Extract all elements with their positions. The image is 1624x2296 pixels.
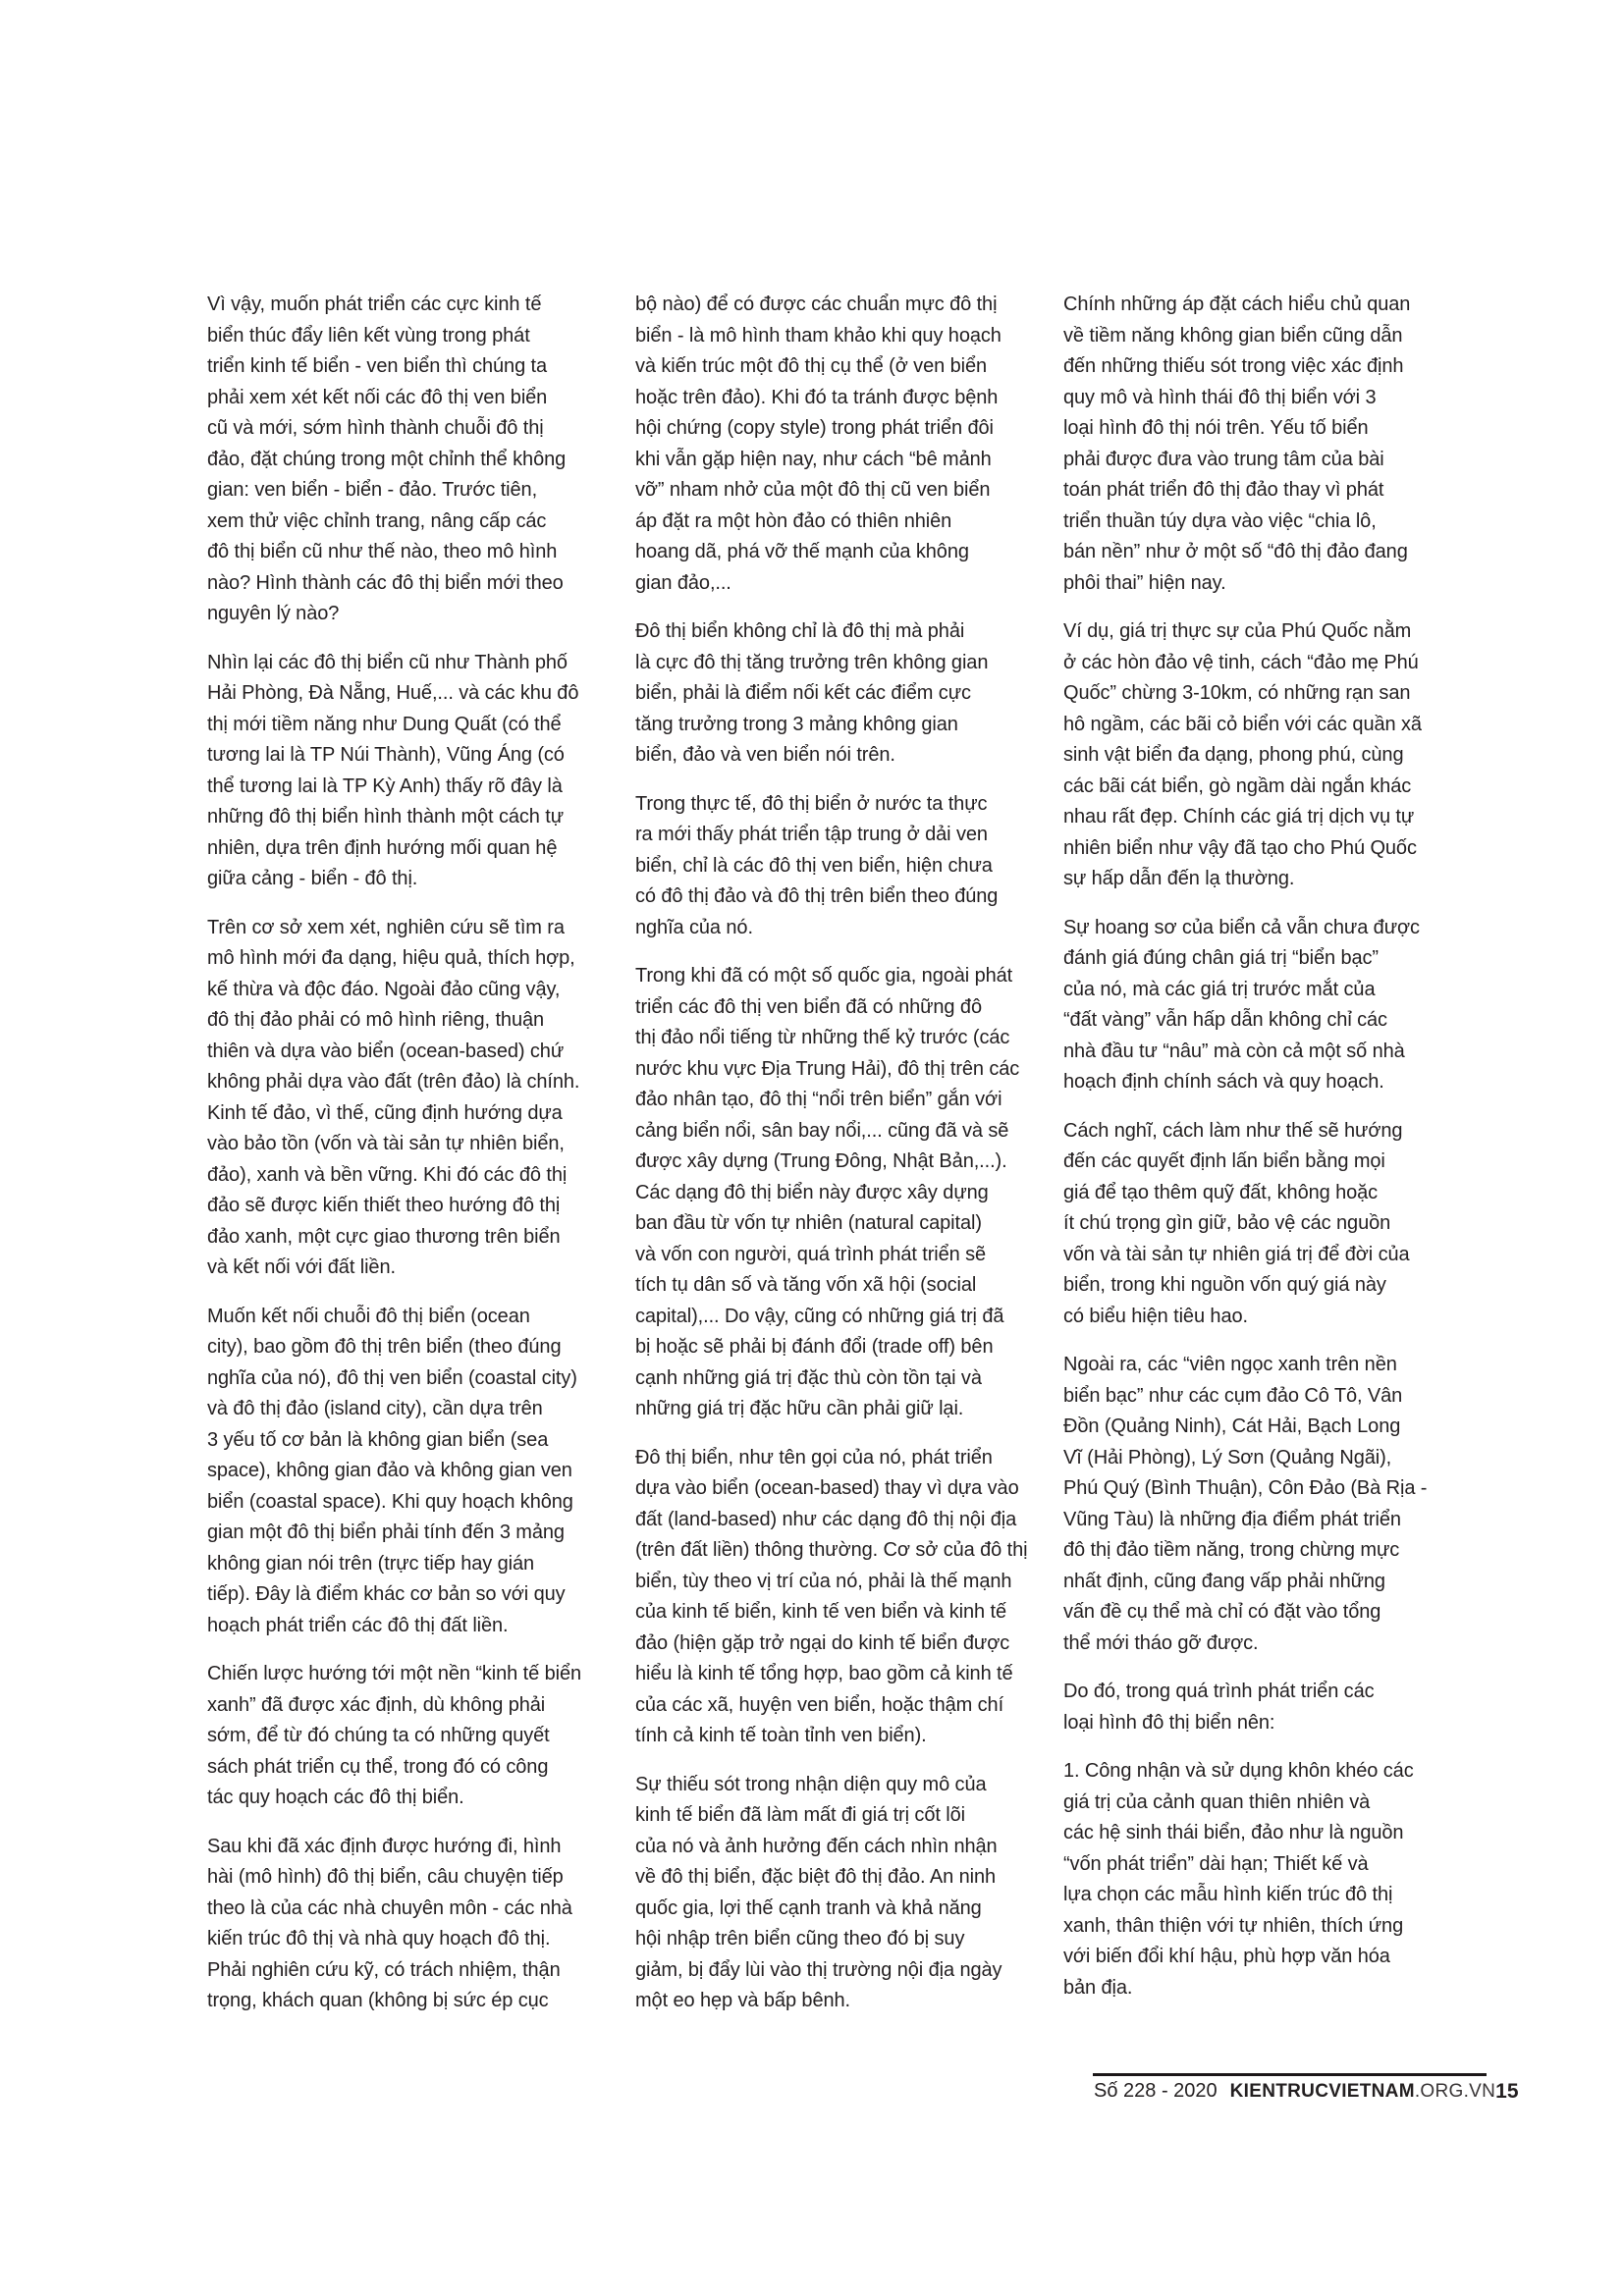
text-line: giá để tạo thêm quỹ đất, không hoặc (1063, 1181, 1379, 1203)
text-line: Ví dụ, giá trị thực sự của Phú Quốc nằm (1063, 620, 1412, 642)
text-line: đảo xanh, một cực giao thương trên biển (207, 1225, 561, 1248)
text-line: hoang dã, phá vỡ thế mạnh của không (635, 541, 969, 562)
text-line: ra mới thấy phát triển tập trung ở dải ven (635, 824, 988, 845)
text-line: biển, đảo và ven biển nói trên. (635, 744, 895, 766)
text-line: về đô thị biển, đặc biệt đô thị đảo. An ninh (635, 1866, 996, 1888)
text-line: Nhìn lại các đô thị biển cũ như Thành phố (207, 651, 568, 673)
text-line: thể mới tháo gỡ được. (1063, 1631, 1259, 1654)
page-footer (1093, 2073, 1519, 2107)
text-line: vốn và tài sản tự nhiên giá trị để đời của (1063, 1243, 1410, 1265)
text-line: những đô thị biển hình thành một cách tự (207, 806, 565, 828)
text-line: đảo nhân tạo, đô thị “nổi trên biển” gắn với (635, 1089, 1002, 1110)
text-line: (trên đất liền) thông thường. Cơ sở của đô thị (635, 1539, 1028, 1561)
text-line: được xây dựng (Trung Đông, Nhật Bản,...). (635, 1150, 1007, 1172)
text-line: đảo (hiện gặp trở ngại do kinh tế biển được (635, 1631, 1010, 1654)
text-line: và đô thị đảo (island city), cần dựa trên (207, 1398, 543, 1419)
text-line: biển - là mô hình tham khảo khi quy hoạch (635, 324, 1001, 347)
text-line: Chiến lược hướng tới một nền “kinh tế biển (207, 1663, 581, 1684)
paragraph (1063, 290, 1468, 599)
paragraph (207, 1659, 612, 1814)
text-line: tính cả kinh tế toàn tỉnh ven biển). (635, 1725, 927, 1746)
paragraph (207, 1832, 612, 2017)
paragraph (207, 1302, 612, 1642)
text-line: hoạch phát triển các đô thị đất liền. (207, 1614, 509, 1636)
text-line: 1. Công nhận và sử dụng khôn khéo các (1063, 1760, 1414, 1782)
text-line: Hải Phòng, Đà Nẵng, Huế,... và các khu đô (207, 682, 579, 704)
text-line: xem thử việc chỉnh trang, nâng cấp các (207, 509, 547, 532)
text-line: hội chứng (copy style) trong phát triển đôi (635, 417, 994, 439)
text-line: đô thị biển cũ như thế nào, theo mô hình (207, 541, 558, 562)
paragraph (1063, 913, 1468, 1098)
text-line: Ngoài ra, các “viên ngọc xanh trên nền (1063, 1354, 1397, 1375)
text-line: triển kinh tế biển - ven biển thì chúng ta (207, 355, 548, 377)
text-line: biển bạc” như các cụm đảo Cô Tô, Vân (1063, 1384, 1403, 1407)
text-line: toán phát triển đô thị đảo thay vì phát (1063, 479, 1384, 501)
text-line: tác quy hoạch các đô thị biển. (207, 1787, 464, 1808)
text-line: đảo, đặt chúng trong một chỉnh thể không (207, 448, 567, 470)
text-line: kế thừa và độc đáo. Ngoài đảo cũng vậy, (207, 978, 561, 1000)
paragraph (635, 789, 1040, 944)
text-line: Trong thực tế, đô thị biển ở nước ta thực (635, 792, 988, 815)
text-line: giảm, bị đẩy lùi vào thị trường nội địa ngày (635, 1958, 1002, 1981)
text-line: cảng biển nổi, sân bay nổi,... cũng đã và sẽ (635, 1119, 1009, 1142)
text-line: vỡ” nham nhở của một đô thị cũ ven biển (635, 479, 991, 501)
text-line: phải được đưa vào trung tâm của bài (1063, 448, 1384, 470)
text-line: là cực đô thị tăng trưởng trên không gian (635, 651, 989, 673)
text-line: kinh tế biển đã làm mất đi giá trị cốt lõi (635, 1804, 965, 1826)
text-line: hiểu là kinh tế tổng hợp, bao gồm cả kinh tế (635, 1663, 1013, 1684)
text-line: thiên và dựa vào biển (ocean-based) chứ (207, 1040, 565, 1062)
text-line: các bãi cát biển, gò ngầm dài ngắn khác (1063, 774, 1412, 797)
text-line: nguyên lý nào? (207, 603, 340, 624)
page-number: 15 (1495, 2079, 1519, 2103)
text-line: giá trị của cảnh quan thiên nhiên và (1063, 1790, 1371, 1813)
text-line: triển thuần túy dựa vào việc “chia lô, (1063, 509, 1377, 532)
text-line: giữa cảng - biển - đô thị. (207, 868, 418, 889)
text-line: Trong khi đã có một số quốc gia, ngoài phát (635, 965, 1013, 987)
text-line: tương lai là TP Núi Thành), Vũng Áng (có (207, 744, 565, 766)
text-line: bị hoặc sẽ phải bị đánh đổi (trade off) bên (635, 1336, 994, 1358)
text-line: nghĩa của nó. (635, 916, 753, 938)
text-line: Muốn kết nối chuỗi đô thị biển (ocean (207, 1305, 530, 1327)
text-line: nghĩa của nó), đô thị ven biển (coastal city) (207, 1366, 577, 1389)
paragraph (635, 1770, 1040, 2017)
text-line: thị đảo nổi tiếng từ những thế kỷ trước (các (635, 1027, 1010, 1048)
text-column-2 (635, 290, 1040, 2035)
text-line: city), bao gồm đô thị trên biển (theo đúng (207, 1336, 562, 1358)
paragraph (1063, 1116, 1468, 1333)
website-domain: .ORG.VN (1414, 2080, 1496, 2102)
text-line: đến những thiếu sót trong việc xác định (1063, 355, 1404, 377)
text-line: nhiên, dựa trên định hướng mối quan hệ (207, 836, 558, 859)
text-line: Do đó, trong quá trình phát triển các (1063, 1681, 1375, 1702)
text-line: Trên cơ sở xem xét, nghiên cứu sẽ tìm ra (207, 916, 565, 938)
footer-row (1093, 2076, 1519, 2107)
text-line: biển, tùy theo vị trí của nó, phải là thế mạnh (635, 1570, 1012, 1592)
text-line: hội nhập trên biển cũng theo đó bị suy (635, 1928, 965, 1949)
text-line: Sự thiếu sót trong nhận diện quy mô của (635, 1773, 987, 1795)
text-line: tiếp). Đây là điểm khác cơ bản so với quy (207, 1583, 566, 1605)
text-column-1 (207, 290, 612, 2035)
website-name: KIENTRUCVIETNAM (1229, 2080, 1415, 2102)
text-line: Các dạng đô thị biển này được xây dựng (635, 1181, 989, 1203)
text-line: cũ và mới, sớm hình thành chuỗi đô thị (207, 417, 544, 439)
text-line: trọng, khách quan (không bị sức ép cục (207, 1990, 549, 2011)
text-line: capital),... Do vậy, cũng có những giá trị đã (635, 1305, 1004, 1327)
text-line: Kinh tế đảo, vì thế, cũng định hướng dựa (207, 1101, 563, 1124)
paragraph (635, 1443, 1040, 1752)
text-line: loại hình đô thị nói trên. Yếu tố biển (1063, 417, 1369, 439)
text-line: dựa vào biển (ocean-based) thay vì dựa vào (635, 1477, 1019, 1499)
text-line: thị mới tiềm năng như Dung Quất (có thể (207, 713, 562, 735)
text-line: space), không gian đảo và không gian ven (207, 1460, 572, 1481)
text-line: Vì vậy, muốn phát triển các cực kinh tế (207, 294, 542, 315)
text-line: Phải nghiên cứu kỹ, có trách nhiệm, thận (207, 1958, 561, 1981)
text-line: Chính những áp đặt cách hiểu chủ quan (1063, 294, 1411, 315)
paragraph (635, 290, 1040, 599)
text-line: những giá trị đặc hữu cần phải giữ lại. (635, 1398, 964, 1419)
text-line: đô thị đảo tiềm năng, trong chừng mực (1063, 1539, 1400, 1561)
paragraph (635, 961, 1040, 1425)
text-line: của nó và ảnh hưởng đến cách nhìn nhận (635, 1835, 998, 1857)
text-line: gian đảo,... (635, 571, 731, 594)
text-line: biển thúc đẩy liên kết vùng trong phát (207, 324, 530, 347)
text-line: bán nền” như ở một số “đô thị đảo đang (1063, 541, 1408, 562)
text-line: sách phát triển cụ thể, trong đó có công (207, 1755, 549, 1778)
text-line: nhau rất đẹp. Chính các giá trị dịch vụ tự (1063, 806, 1415, 828)
text-line: quy mô và hình thái đô thị biển với 3 (1063, 386, 1377, 408)
text-line: hài (mô hình) đô thị biển, câu chuyện tiếp (207, 1866, 564, 1888)
text-line: biển, trong khi nguồn vốn quý giá này (1063, 1274, 1386, 1296)
text-line: không gian nói trên (trực tiếp hay gián (207, 1552, 535, 1575)
text-line: đất (land-based) như các dạng đô thị nội địa (635, 1508, 1017, 1530)
text-line: về tiềm năng không gian biển cũng dẫn (1063, 324, 1403, 347)
text-line: tích tụ dân số và tăng vốn xã hội (social (635, 1274, 977, 1296)
text-line: hô ngầm, các bãi cỏ biển với các quần xã (1063, 713, 1422, 735)
paragraph (207, 913, 612, 1284)
text-line: không phải dựa vào đất (trên đảo) là chính. (207, 1071, 580, 1093)
text-line: hoặc trên đảo). Khi đó ta tránh được bệnh (635, 386, 999, 408)
text-line: của kinh tế biển, kinh tế ven biển và kinh tế (635, 1601, 1006, 1623)
text-line: với biến đổi khí hậu, phù hợp văn hóa (1063, 1946, 1390, 1967)
text-line: các hệ sinh thái biển, đảo như là nguồn (1063, 1822, 1404, 1843)
text-line: triển các đô thị ven biển đã có những đô (635, 995, 982, 1018)
paragraph (1063, 1756, 1468, 2003)
text-line: thể tương lai là TP Kỳ Anh) thấy rõ đây là (207, 774, 563, 797)
text-line: và vốn con người, quá trình phát triển sẽ (635, 1243, 987, 1265)
text-line: Phú Quý (Bình Thuận), Côn Đảo (Bà Rịa - (1063, 1477, 1428, 1499)
text-line: nhất định, cũng đang vấp phải những (1063, 1570, 1385, 1592)
text-line: tăng trưởng trong 3 mảng không gian (635, 713, 958, 735)
paragraph (207, 290, 612, 630)
text-line: cạnh những giá trị đặc thù còn tồn tại và (635, 1366, 982, 1389)
text-line: Sau khi đã xác định được hướng đi, hình (207, 1835, 562, 1857)
text-line: và kiến trúc một đô thị cụ thể (ở ven biển (635, 355, 987, 377)
text-line: theo là của các nhà chuyên môn - các nhà (207, 1896, 572, 1919)
text-line: ban đầu từ vốn tự nhiên (natural capital) (635, 1212, 982, 1234)
text-line: bản địa. (1063, 1976, 1133, 1999)
paragraph (207, 648, 612, 895)
text-line: sinh vật biển đa dạng, phong phú, cùng (1063, 744, 1404, 766)
text-line: nước khu vực Địa Trung Hải), đô thị trên các (635, 1057, 1020, 1080)
text-line: sớm, để từ đó chúng ta có những quyết (207, 1725, 550, 1746)
text-line: biển (coastal space). Khi quy hoạch không (207, 1490, 573, 1513)
paragraph (635, 616, 1040, 772)
text-line: xanh, thân thiện với tự nhiên, thích ứng (1063, 1914, 1404, 1937)
text-line: kiến trúc đô thị và nhà quy hoạch đô thị. (207, 1928, 551, 1949)
text-line: một eo hẹp và bấp bênh. (635, 1990, 850, 2011)
text-line: quốc gia, lợi thế cạnh tranh và khả năng (635, 1896, 982, 1919)
text-line: phôi thai” hiện nay. (1063, 571, 1226, 594)
text-line: Đồn (Quảng Ninh), Cát Hải, Bạch Long (1063, 1415, 1401, 1437)
website-label (1230, 2081, 1496, 2103)
text-column-3 (1063, 290, 1468, 2021)
text-line: Vĩ (Hải Phòng), Lý Sơn (Quảng Ngãi), (1063, 1446, 1392, 1468)
text-line: phải xem xét kết nối các đô thị ven biển (207, 386, 548, 408)
text-line: mô hình mới đa dạng, hiệu quả, thích hợp, (207, 947, 575, 969)
text-line: áp đặt ra một hòn đảo có thiên nhiên (635, 509, 952, 532)
text-line: đảo), xanh và bền vững. Khi đó các đô thị (207, 1163, 568, 1186)
text-line: của các xã, huyện ven biển, hoặc thậm chí (635, 1693, 1004, 1716)
text-line: Cách nghĩ, cách làm như thế sẽ hướng (1063, 1119, 1403, 1142)
paragraph (1063, 616, 1468, 895)
text-line: đến các quyết định lấn biển bằng mọi (1063, 1150, 1385, 1172)
text-line: lựa chọn các mẫu hình kiến trúc đô thị (1063, 1884, 1393, 1905)
text-line: ít chú trọng gìn giữ, bảo vệ các nguồn (1063, 1212, 1391, 1234)
text-line: biển, chỉ là các đô thị ven biển, hiện chưa (635, 854, 993, 877)
text-line: Đô thị biển, như tên gọi của nó, phát triển (635, 1446, 993, 1468)
text-line: biển, phải là điểm nối kết các điểm cực (635, 682, 971, 704)
text-line: Vũng Tàu) là những địa điểm phát triển (1063, 1508, 1401, 1530)
text-line: nhà đầu tư “nâu” mà còn cả một số nhà (1063, 1040, 1405, 1062)
text-line: gian: ven biển - biển - đảo. Trước tiên, (207, 479, 538, 501)
text-line: 3 yếu tố cơ bản là không gian biển (sea (207, 1428, 549, 1451)
text-line: hoạch định chính sách và quy hoạch. (1063, 1071, 1384, 1093)
text-line: vào bảo tồn (vốn và tài sản tự nhiên biển, (207, 1133, 565, 1154)
text-line: xanh” đã được xác định, dù không phải (207, 1693, 546, 1716)
text-line: Đô thị biển không chỉ là đô thị mà phải (635, 620, 965, 642)
text-line: đô thị đảo phải có mô hình riêng, thuận (207, 1009, 545, 1031)
text-line: Quốc” chừng 3-10km, có những rạn san (1063, 682, 1411, 704)
text-line: đánh giá đúng chân giá trị “biển bạc” (1063, 947, 1379, 969)
text-line: vấn đề cụ thể mà chỉ có đặt vào tổng (1063, 1601, 1381, 1623)
text-line: nào? Hình thành các đô thị biển mới theo (207, 571, 564, 594)
text-line: và kết nối với đất liền. (207, 1256, 396, 1278)
paragraph (1063, 1350, 1468, 1659)
text-line: loại hình đô thị biển nên: (1063, 1711, 1275, 1734)
paragraph (1063, 1677, 1468, 1738)
text-line: sự hấp dẫn đến lạ thường. (1063, 868, 1295, 889)
issue-label: Số 228 - 2020 (1094, 2080, 1218, 2102)
text-line: của nó, mà các giá trị trước mắt của (1063, 978, 1376, 1000)
text-line: “đất vàng” vẫn hấp dẫn không chỉ các (1063, 1009, 1387, 1031)
text-line: bộ nào) để có được các chuẩn mực đô thị (635, 294, 998, 315)
text-line: “vốn phát triển” dài hạn; Thiết kế và (1063, 1852, 1369, 1875)
text-line: gian một đô thị biển phải tính đến 3 mảng (207, 1522, 565, 1543)
text-line: Sự hoang sơ của biển cả vẫn chưa được (1063, 916, 1420, 938)
text-line: ở các hòn đảo vệ tinh, cách “đảo mẹ Phú (1063, 651, 1419, 673)
text-line: đảo sẽ được kiến thiết theo hướng đô thị (207, 1195, 561, 1216)
text-line: có biểu hiện tiêu hao. (1063, 1305, 1248, 1327)
text-line: nhiên biển như vậy đã tạo cho Phú Quốc (1063, 836, 1417, 859)
text-line: khi vẫn gặp hiện nay, như cách “bê mảnh (635, 448, 992, 470)
text-line: có đô thị đảo và đô thị trên biển theo đúng (635, 885, 999, 907)
